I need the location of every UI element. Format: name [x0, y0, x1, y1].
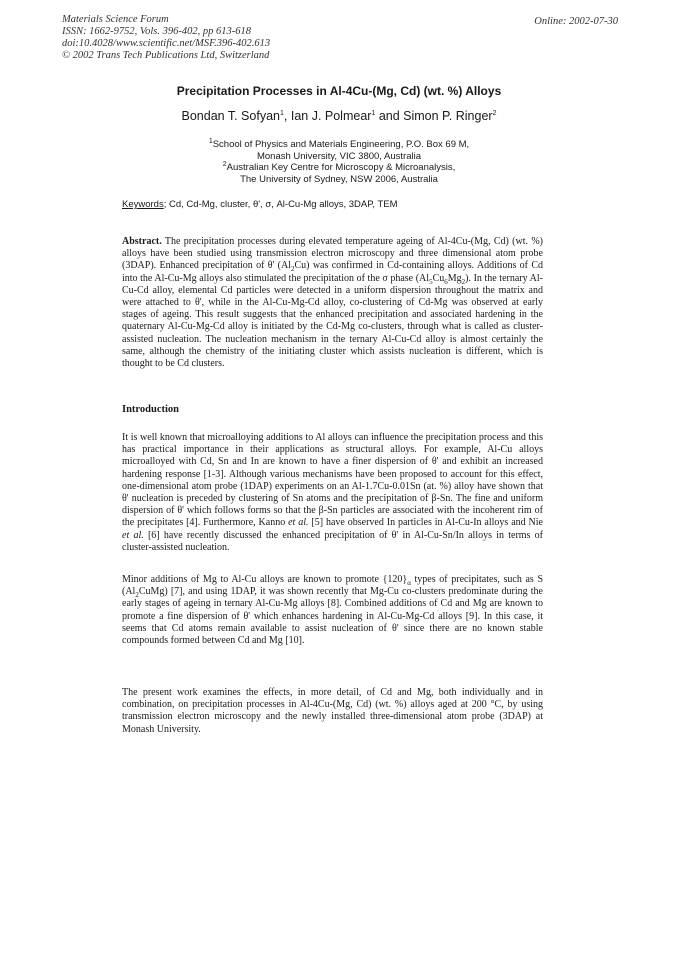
- affiliation-2: $^2$Australian Key Centre for Microscopy & Microanalysis,: [222, 160, 456, 173]
- journal-header: [62, 14, 270, 62]
- keywords-text: ; Cd, Cd-Mg, cluster, θ', σ, Al-Cu-Mg alloys, 3DAP, TEM: [163, 199, 398, 210]
- affiliation-2-line2: The University of Sydney, NSW 2006, Australia: [240, 173, 438, 185]
- affiliation-1-line2: Monash University, VIC 3800, Australia: [256, 150, 422, 162]
- abstract-paragraph: Abstract. The precipitation processes during elevated temperature ageing of Al-4Cu-(Mg, Cd) (wt. %) alloys have been studied using transmission electron microscopy and three dimensional atom probe (3DAP). Enhanced precipitation of θ' $(Al_2Cu)$ was confirmed in Cd-containing alloys. Additions of Cd into the Al-Cu-Mg alloys also stimulated the precipitation of the σ phase $(Al_5Cu_6Mg_2)$. In the ternary Al-Cu-Cd alloy, elemental Cd particles were detected in a uniform dispersion throughout the matrix and were attached to θ', while in the Al-Cu-Mg-Cd alloy, co-clustering of Cd-Mg was observed at early stages of ageing. This result suggests that the enhanced precipitation and associated hardening in the quaternary Al-Cu-Mg-Cd alloy is initiated by the Cd-Mg co-clusters, through what is called as cluster-assisted nucleation. The nucleation mechanism in the ternary Al-Cu-Cd alloy is almost certainly the same, although the chemistry of the initiating cluster which assists nucleation is different, which is thought to be Cd clusters.: [122, 236, 543, 370]
- intro-paragraph-2: Minor additions of Mg to Al-Cu alloys are known to promote $\{120\}_\alpha$ types of precipitates, such as S $(Al_2CuMg)$ [7], and using 1DAP, it was shown recently that Mg-Cu co-clusters predominate during the early stages of ageing in ternary Al-Cu-Mg alloys [8]. Combined additions of Cd and Mg are known to promote a fine dispersion of θ' which enhances hardening in Al-Cu-Mg-Cd alloys [9]. In this case, it seems that Cd atoms remain available to assist nucleation of θ' since there are no known stable compounds formed between Cd and Mg [10].: [122, 574, 544, 647]
- paper-title: Precipitation Processes in Al-4Cu-(Mg, Cd) (wt. %) Alloys: [176, 84, 502, 98]
- journal-name: Materials Science Forum: [62, 14, 169, 25]
- author-separator: and: [375, 109, 404, 123]
- author-list: [0, 109, 678, 123]
- abstract-label: Abstract.: [122, 236, 162, 247]
- affiliations: [0, 139, 678, 185]
- intro-paragraph-3: The present work examines the effects, in more detail, of Cd and Mg, both individually and in combination, on precipitation processes in Al-4Cu-(Mg, Cd) (wt. %) alloys aged at 200 °C, by using transmission electron microscopy and the newly installed three-dimensional atom probe (3DAP) at Monash University.: [122, 687, 543, 735]
- affiliation-1: $^1$School of Physics and Materials Engineering, P.O. Box 69 M,: [208, 137, 470, 150]
- keywords-label: Keywords: [122, 199, 164, 210]
- author-name: Bondan T. Sofyan: [181, 109, 280, 123]
- issn-line: ISSN: 1662-9752, Vols. 396-402, pp 613-618: [62, 26, 251, 37]
- author-affil-mark: 1: [279, 109, 284, 117]
- copyright-line: © 2002 Trans Tech Publications Ltd, Switzerland: [62, 50, 270, 61]
- author-name: Ian J. Polmear: [290, 109, 372, 123]
- doi-line: doi:10.4028/www.scientific.net/MSF.396-402.613: [62, 38, 271, 49]
- author-separator: ,: [283, 109, 291, 123]
- keywords-line: [122, 199, 398, 210]
- online-date: Online: 2002-07-30: [534, 16, 618, 27]
- author-affil-mark: 2: [492, 109, 497, 117]
- author-name: Simon P. Ringer: [403, 109, 493, 123]
- section-heading: Introduction: [122, 404, 179, 415]
- author-affil-mark: 1: [371, 109, 376, 117]
- intro-paragraph-1: It is well known that microalloying additions to Al alloys can influence the precipitation process and this has practical importance in their applications as structural alloys. For example, Al-Cu alloys microalloyed with Cd, Sn and In are known to have a finer dispersion of θ' and exhibit an increased hardening response [1-3]. Although various mechanisms have been proposed to account for this effect, one-dimensional atom probe (1DAP) experiments on an Al-1.7Cu-0.01Sn (at. %) alloy have shown that θ' nucleation is preceded by clustering of Sn atoms and the precipitation of β-Sn. The fine and uniform dispersion of θ' which follows forms so that the β-Sn particles are associated with the incoherent rim of the precipitates [4]. Furthermore, Kanno et al. [5] have observed In particles in Al-Cu-In alloys and Nie et al. [6] have recently discussed the enhanced precipitation of θ' in Al-Cu-Sn/In alloys in terms of cluster-assisted nucleation.: [122, 432, 543, 553]
